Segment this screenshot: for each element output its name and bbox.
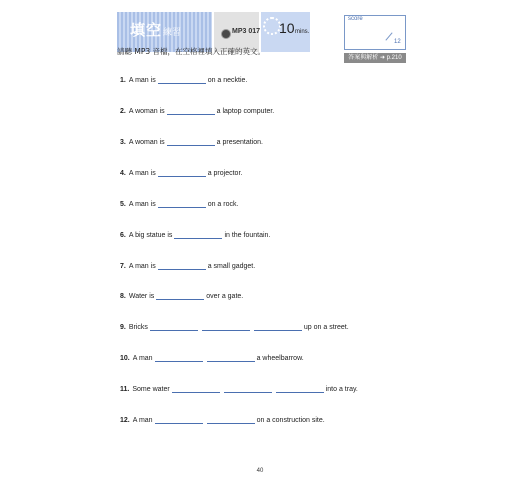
question-text: A woman is [128, 139, 165, 146]
instruction-text: 請聽 MP3 音檔，在空格裡填入正確的英文。 [117, 47, 266, 56]
question-number: 9. [120, 324, 126, 331]
exercise-subtitle: 練習 [163, 28, 182, 38]
answer-blank[interactable] [207, 416, 255, 424]
question-text: a projector. [207, 170, 243, 177]
answer-blank[interactable] [174, 231, 222, 239]
answer-blank[interactable] [167, 138, 215, 146]
answer-blank[interactable] [158, 76, 206, 84]
question-8 [120, 292, 243, 300]
answer-blank[interactable] [224, 385, 272, 393]
question-text: A woman is [128, 108, 165, 115]
exercise-title: 填空練習 [130, 21, 182, 39]
answer-blank[interactable] [156, 292, 204, 300]
question-text: over a gate. [206, 293, 244, 300]
answer-blank[interactable] [158, 262, 206, 270]
question-12 [120, 416, 325, 424]
answer-blank[interactable] [150, 323, 198, 331]
question-text: on a rock. [207, 201, 239, 208]
question-text: on a necktie. [207, 77, 248, 84]
score-total: 12 [394, 39, 401, 45]
question-number: 2. [120, 108, 126, 115]
question-text: up on a street. [303, 324, 349, 331]
question-text: a small gadget. [207, 263, 256, 270]
question-number: 10. [120, 355, 130, 362]
question-3 [120, 138, 263, 146]
question-text: A man [132, 417, 153, 424]
page-number: 40 [256, 468, 264, 474]
question-2 [120, 107, 274, 115]
question-text: into a tray. [325, 386, 358, 393]
question-7 [120, 262, 255, 270]
question-text: A man is [128, 201, 156, 208]
question-text: A big statue is [128, 232, 173, 239]
question-number: 5. [120, 201, 126, 208]
question-number: 1. [120, 77, 126, 84]
answer-blank[interactable] [202, 323, 250, 331]
question-1 [120, 76, 247, 84]
answer-blank[interactable] [276, 385, 324, 393]
timer-value: 10 [279, 20, 295, 36]
question-text: in the fountain. [224, 232, 271, 239]
question-text: A man [132, 355, 153, 362]
mp3-track-label: MP3 017 [232, 28, 261, 35]
question-number: 8. [120, 293, 126, 300]
question-text: A man is [128, 263, 156, 270]
question-number: 3. [120, 139, 126, 146]
question-text: a wheelbarrow. [256, 355, 304, 362]
score-label: score [348, 16, 363, 22]
question-10 [120, 354, 304, 362]
question-number: 7. [120, 263, 126, 270]
question-text: A man is [128, 77, 156, 84]
question-6 [120, 231, 270, 239]
question-text: Some water [132, 386, 170, 393]
question-number: 12. [120, 417, 130, 424]
answer-blank[interactable] [207, 354, 255, 362]
question-5 [120, 200, 238, 208]
question-text: Bricks [128, 324, 148, 331]
answer-blank[interactable] [172, 385, 220, 393]
answer-blank[interactable] [155, 416, 203, 424]
question-4 [120, 169, 242, 177]
question-number: 6. [120, 232, 126, 239]
question-11 [120, 385, 358, 393]
question-number: 11. [120, 386, 130, 393]
question-text: a presentation. [216, 139, 263, 146]
cd-icon[interactable] [221, 29, 231, 39]
answer-blank[interactable] [158, 200, 206, 208]
question-9 [120, 323, 349, 331]
question-number: 4. [120, 170, 126, 177]
question-text: Water is [128, 293, 155, 300]
answer-reference: 答案與解析 ➜ p.210 [344, 53, 406, 63]
answer-blank[interactable] [167, 107, 215, 115]
question-text: A man is [128, 170, 156, 177]
answer-blank[interactable] [254, 323, 302, 331]
answer-blank[interactable] [158, 169, 206, 177]
question-text: on a construction site. [256, 417, 325, 424]
answer-blank[interactable] [155, 354, 203, 362]
timer-unit: mins. [295, 29, 310, 35]
question-text: a laptop computer. [216, 108, 275, 115]
